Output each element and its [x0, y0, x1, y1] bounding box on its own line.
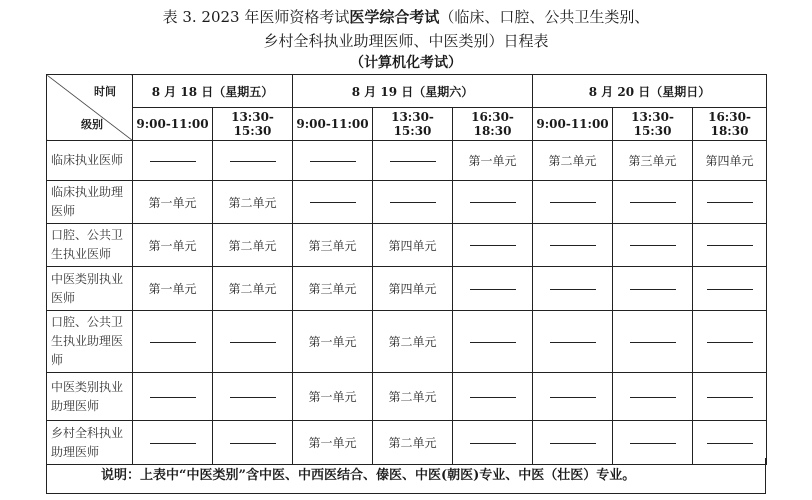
exam-unit-cell: 第三单元	[293, 224, 373, 267]
exam-unit-cell: 第一单元	[453, 141, 533, 181]
schedule-body	[47, 141, 767, 465]
date-header: 8 月 20 日（星期日）	[533, 75, 767, 108]
dash-line	[230, 397, 276, 398]
empty-slot-dash	[613, 267, 693, 311]
table-row	[47, 141, 767, 181]
dash-line	[630, 342, 676, 343]
table-title-line2: 乡村全科执业助理医师、中医类别）日程表	[263, 32, 549, 50]
empty-slot-dash	[133, 373, 213, 421]
dash-line	[150, 342, 196, 343]
dash-line	[707, 397, 753, 398]
table-row	[47, 267, 767, 311]
dash-line	[470, 289, 516, 290]
empty-slot-dash	[293, 141, 373, 181]
dash-line	[707, 443, 753, 444]
empty-slot-dash	[533, 181, 613, 224]
exam-unit-cell: 第二单元	[533, 141, 613, 181]
table-row	[47, 311, 767, 373]
exam-unit-cell: 第二单元	[373, 311, 453, 373]
empty-slot-dash	[693, 267, 767, 311]
dash-line	[470, 443, 516, 444]
empty-slot-dash	[613, 224, 693, 267]
exam-unit-cell: 第一单元	[133, 224, 213, 267]
exam-unit-cell: 第一单元	[133, 267, 213, 311]
grade-cell: 口腔、公共卫生执业助理医师	[47, 311, 133, 373]
exam-unit-cell: 第二单元	[373, 373, 453, 421]
dash-line	[550, 202, 596, 203]
exam-unit-cell: 第四单元	[373, 224, 453, 267]
empty-slot-dash	[373, 141, 453, 181]
exam-unit-cell: 第四单元	[693, 141, 767, 181]
corner-grade-label: 级别	[81, 118, 103, 131]
empty-slot-dash	[533, 267, 613, 311]
exam-unit-cell: 第四单元	[373, 267, 453, 311]
exam-unit-cell: 第二单元	[213, 267, 293, 311]
table-row	[47, 373, 767, 421]
dash-line	[630, 443, 676, 444]
date-header: 8 月 18 日（星期五）	[133, 75, 293, 108]
empty-slot-dash	[693, 311, 767, 373]
empty-slot-dash	[453, 224, 533, 267]
dash-line	[630, 397, 676, 398]
dash-line	[550, 443, 596, 444]
empty-slot-dash	[453, 181, 533, 224]
empty-slot-dash	[133, 141, 213, 181]
empty-slot-dash	[373, 181, 453, 224]
empty-slot-dash	[453, 373, 533, 421]
table-subtitle: （计算机化考试）	[350, 55, 462, 71]
dash-line	[150, 443, 196, 444]
time-header-row	[47, 108, 767, 141]
dash-line	[230, 161, 276, 162]
empty-slot-dash	[453, 311, 533, 373]
dash-line	[150, 397, 196, 398]
dash-line	[707, 245, 753, 246]
empty-slot-dash	[533, 224, 613, 267]
empty-slot-dash	[613, 311, 693, 373]
dash-line	[630, 245, 676, 246]
grade-cell: 口腔、公共卫生执业医师	[47, 224, 133, 267]
dash-line	[230, 443, 276, 444]
exam-unit-cell: 第二单元	[213, 181, 293, 224]
empty-slot-dash	[213, 311, 293, 373]
exam-unit-cell: 第三单元	[293, 267, 373, 311]
dash-line	[550, 397, 596, 398]
time-slot-header: 9:00-11:00	[293, 108, 373, 141]
corner-time-label: 时间	[94, 85, 116, 98]
time-slot-header: 13:30-15:30	[613, 108, 693, 141]
empty-slot-dash	[693, 181, 767, 224]
dash-line	[550, 342, 596, 343]
empty-slot-dash	[213, 141, 293, 181]
table-row	[47, 181, 767, 224]
dash-line	[630, 202, 676, 203]
empty-slot-dash	[613, 373, 693, 421]
empty-slot-dash	[693, 373, 767, 421]
empty-slot-dash	[293, 181, 373, 224]
schedule-table	[46, 74, 767, 465]
time-slot-header: 13:30-15:30	[213, 108, 293, 141]
exam-unit-cell: 第一单元	[133, 181, 213, 224]
exam-unit-cell: 第三单元	[613, 141, 693, 181]
dash-line	[470, 245, 516, 246]
dash-line	[470, 202, 516, 203]
exam-unit-cell: 第二单元	[213, 224, 293, 267]
exam-unit-cell: 第一单元	[293, 373, 373, 421]
time-slot-header: 16:30-18:30	[693, 108, 767, 141]
dash-line	[550, 245, 596, 246]
dash-line	[390, 161, 436, 162]
title-bold: 医学综合考试	[349, 8, 440, 26]
exam-unit-cell: 第一单元	[293, 311, 373, 373]
table-title-line1	[0, 6, 812, 28]
dash-line	[310, 202, 356, 203]
grade-cell: 乡村全科执业助理医师	[47, 421, 133, 465]
grade-cell: 临床执业助理医师	[47, 181, 133, 224]
empty-slot-dash	[693, 224, 767, 267]
dash-line	[470, 397, 516, 398]
empty-slot-dash	[533, 311, 613, 373]
empty-slot-dash	[533, 373, 613, 421]
dash-line	[470, 342, 516, 343]
dash-line	[550, 289, 596, 290]
empty-slot-dash	[133, 311, 213, 373]
grade-cell: 中医类别执业助理医师	[47, 373, 133, 421]
dash-line	[707, 342, 753, 343]
time-slot-header: 13:30-15:30	[373, 108, 453, 141]
date-header-row	[47, 75, 767, 108]
time-slot-header: 9:00-11:00	[133, 108, 213, 141]
dash-line	[707, 202, 753, 203]
dash-line	[390, 202, 436, 203]
dash-line	[707, 289, 753, 290]
dash-line	[630, 289, 676, 290]
title-prefix: 表 3. 2023 年医师资格考试	[162, 8, 350, 26]
dash-line	[230, 342, 276, 343]
corner-cell	[47, 75, 133, 141]
table-row	[47, 224, 767, 267]
title-suffix: （临床、口腔、公共卫生类别、	[439, 8, 650, 26]
empty-slot-dash	[213, 373, 293, 421]
time-slot-header: 16:30-18:30	[453, 108, 533, 141]
exam-unit-cell: 第二单元	[373, 421, 453, 465]
empty-slot-dash	[453, 267, 533, 311]
time-slot-header: 9:00-11:00	[533, 108, 613, 141]
grade-cell: 临床执业医师	[47, 141, 133, 181]
table-note: 说明：上表中“中医类别”含中医、中西医结合、傣医、中医(朝医)专业、中医（壮医）专业。	[46, 458, 766, 494]
date-header: 8 月 19 日（星期六）	[293, 75, 533, 108]
dash-line	[150, 161, 196, 162]
exam-unit-cell: 第一单元	[293, 421, 373, 465]
empty-slot-dash	[613, 181, 693, 224]
grade-cell: 中医类别执业医师	[47, 267, 133, 311]
dash-line	[310, 161, 356, 162]
